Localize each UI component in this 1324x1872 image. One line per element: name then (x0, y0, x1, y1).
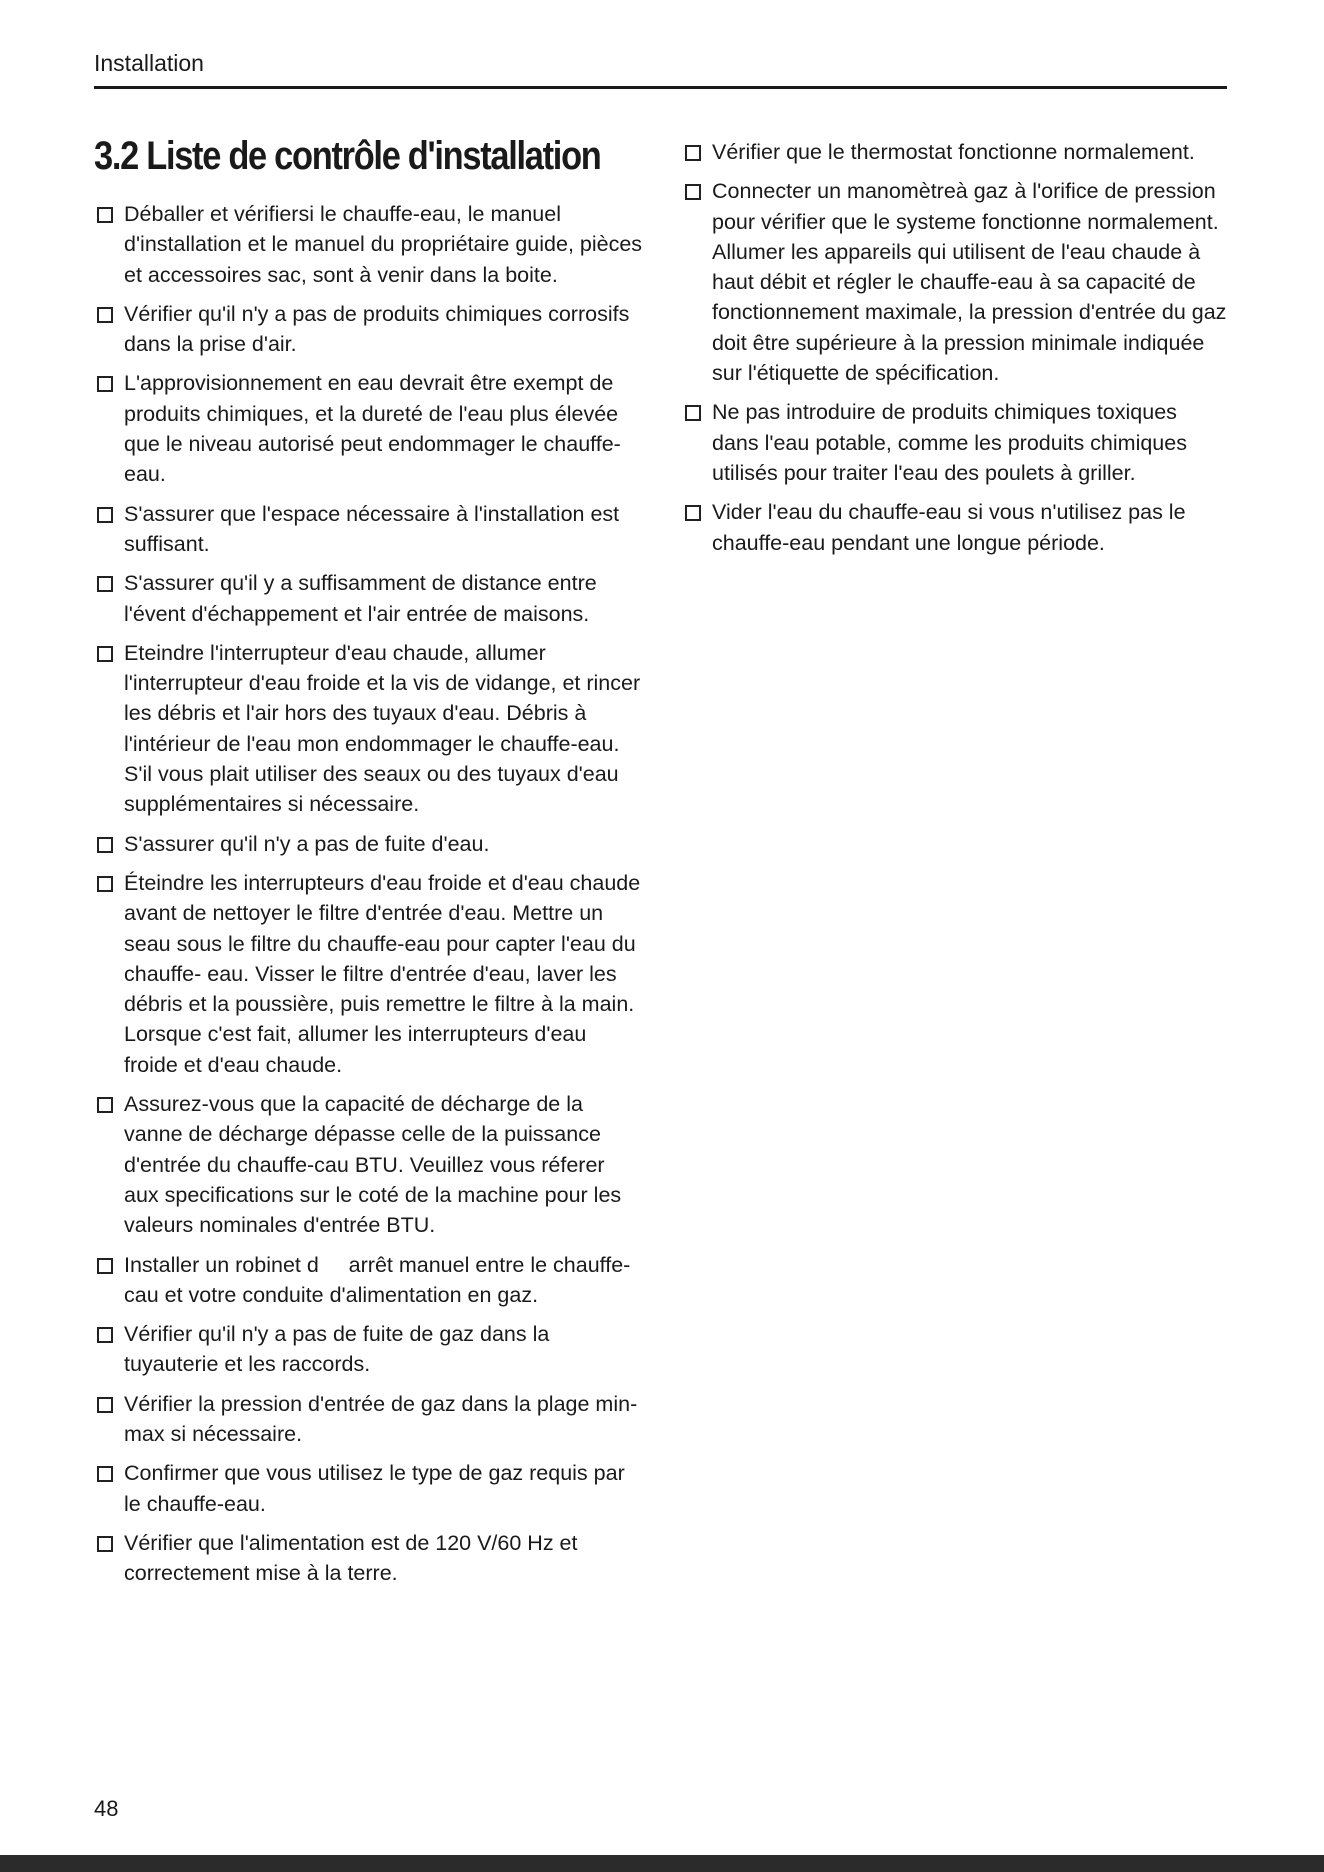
checklist-item-text: Confirmer que vous utilisez le type de gaz requis par le chauffe-eau. (124, 1461, 625, 1516)
checklist-item-text: Vider l'eau du chauffe-eau si vous n'utilisez pas le chauffe-eau pendant une longue période. (712, 500, 1186, 555)
checklist-item-text: Vérifier qu'il n'y a pas de fuite de gaz dans la tuyauterie et les raccords. (124, 1322, 550, 1377)
checklist-item-text: Déballer et vérifiersi le chauffe-eau, le manuel d'installation et le manuel du propriétaire guide, pièces et accessoires sac, sont à venir dans la boite. (124, 202, 643, 287)
section-header: Installation (94, 50, 204, 76)
checklist-item[interactable] (94, 1089, 644, 1240)
checklist-item-text: Installer un robinet d arrêt manuel entre le chauffe-cau et votre conduite d'alimentation en gaz. (124, 1252, 631, 1307)
checkbox-icon[interactable] (97, 576, 113, 592)
page-title: 3.2 Liste de contrôle d'installation (94, 134, 601, 178)
checkbox-icon[interactable] (97, 837, 113, 853)
checkbox-icon[interactable] (97, 1327, 113, 1343)
checklist-item-text: Vérifier que le thermostat fonctionne normalement. (712, 140, 1195, 164)
checklist-item-text: Eteindre l'interrupteur d'eau chaude, allumer l'interrupteur d'eau froide et la vis de vidange, et rincer les débris et l'air hors des tuyaux d'eau. Débris à l'intérieur de l'eau mon endommager le chauffe-eau. S'il vous plait utiliser des seaux ou des tuyaux d'eau supplémentaires si nécessaire. (124, 640, 641, 817)
checklist-item[interactable] (94, 199, 644, 290)
checklist-item[interactable] (94, 829, 644, 859)
checklist-item-text: Assurez-vous que la capacité de décharge de la vanne de décharge dépasse celle de la puissance d'entrée du chauffe-cau BTU. Veuillez vous réferer aux specifications sur le coté de la machine pour les valeurs nominales d'entrée BTU. (124, 1092, 622, 1238)
checkbox-icon[interactable] (97, 507, 113, 523)
checklist-item-text: Vérifier qu'il n'y a pas de produits chimiques corrosifs dans la prise d'air. (124, 301, 630, 357)
checklist-item[interactable] (94, 1458, 644, 1519)
checklist-item[interactable] (94, 1250, 644, 1311)
checklist-item[interactable] (94, 638, 644, 820)
checklist-left (94, 199, 644, 1597)
checklist-right (682, 137, 1228, 567)
checkbox-icon[interactable] (685, 505, 701, 521)
checklist-item-text: S'assurer que l'espace nécessaire à l'installation est suffisant. (124, 501, 620, 556)
checkbox-icon[interactable] (97, 1097, 113, 1113)
checklist-item-text: L'approvisionnement en eau devrait être exempt de produits chimiques, et la dureté de l'eau plus élevée que le niveau autorisé peut endommager le chauffe-eau. (124, 371, 621, 487)
checklist-item[interactable] (94, 568, 644, 629)
header-rule (94, 86, 1227, 89)
checkbox-icon[interactable] (97, 307, 113, 323)
checklist-item[interactable] (682, 397, 1228, 488)
checklist-item[interactable] (94, 299, 644, 360)
checklist-item-text: Éteindre les interrupteurs d'eau froide et d'eau chaude avant de nettoyer le filtre d'entrée d'eau. Mettre un seau sous le filtre du chauffe-eau pour capter l'eau du chauffe- eau. Visser le filtre d'entrée d'eau, laver les débris et la poussière, puis remettre le filtre à la main. Lorsque c'est fait, allumer les interrupteurs d'eau froide et d'eau chaude. (124, 870, 641, 1077)
checklist-item-text: S'assurer qu'il y a suffisamment de distance entre l'évent d'échappement et l'air entrée de maisons. (124, 571, 597, 626)
checkbox-icon[interactable] (97, 876, 113, 892)
checklist-item-text: Vérifier que l'alimentation est de 120 V/60 Hz et correctement mise à la terre. (124, 1530, 578, 1586)
checklist-item[interactable] (94, 868, 644, 1080)
checkbox-icon[interactable] (97, 1397, 113, 1413)
checklist-item[interactable] (94, 499, 644, 560)
checkbox-icon[interactable] (97, 376, 113, 392)
footer-bar (0, 1855, 1324, 1872)
checkbox-icon[interactable] (97, 646, 113, 662)
checklist-item[interactable] (94, 1389, 644, 1450)
checklist-item-text: Ne pas introduire de produits chimiques toxiques dans l'eau potable, comme les produits chimiques utilisés pour traiter l'eau des poulets à griller. (712, 400, 1187, 485)
checkbox-icon[interactable] (685, 405, 701, 421)
checklist-item[interactable] (682, 137, 1228, 167)
checkbox-icon[interactable] (97, 207, 113, 223)
checklist-item-text: Vérifier la pression d'entrée de gaz dans la plage min-max si nécessaire. (124, 1391, 638, 1446)
page-number: 48 (94, 1796, 119, 1821)
checklist-item[interactable] (94, 368, 644, 489)
checkbox-icon[interactable] (97, 1466, 113, 1482)
checklist-item-text: S'assurer qu'il n'y a pas de fuite d'eau. (124, 831, 490, 856)
checklist-item[interactable] (94, 1319, 644, 1380)
checklist-item[interactable] (682, 497, 1228, 558)
checkbox-icon[interactable] (97, 1536, 113, 1552)
checkbox-icon[interactable] (685, 184, 701, 200)
checkbox-icon[interactable] (97, 1258, 113, 1274)
checkbox-icon[interactable] (685, 145, 701, 161)
checklist-item-text: Connecter un manomètreà gaz à l'orifice de pression pour vérifier que le systeme fonctionne normalement. Allumer les appareils qui utilisent de l'eau chaude à haut débit et régler le chauffe-eau à sa capacité de fonctionnement maximale, la pression d'entrée du gaz doit être supérieure à la pression minimale indiquée sur l'étiquette de spécification. (712, 179, 1227, 386)
checklist-item[interactable] (94, 1528, 644, 1589)
checklist-item[interactable] (682, 176, 1228, 388)
